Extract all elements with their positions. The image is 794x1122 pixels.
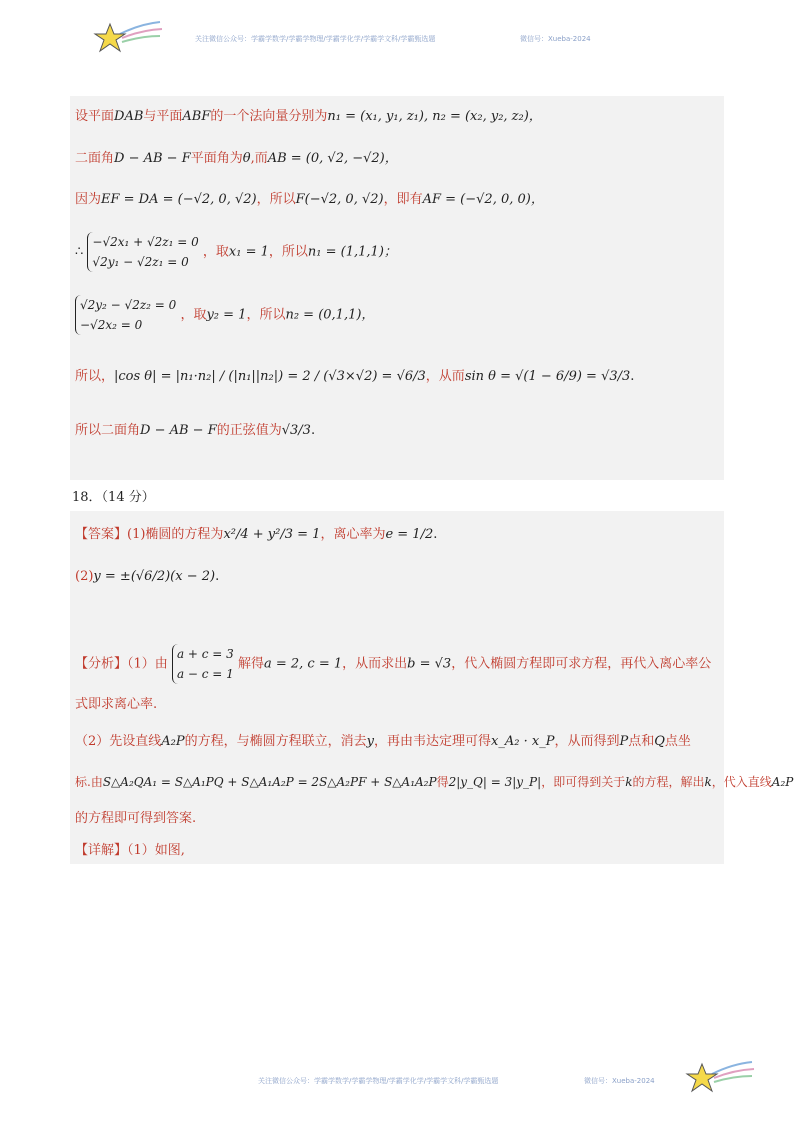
star-logo-icon bbox=[92, 18, 164, 58]
panel1-line-7: 所以二面角D − AB − F的正弦值为√3/3. bbox=[75, 423, 316, 438]
header-wechat-id: 微信号：Xueba-2024 bbox=[520, 35, 591, 43]
equation-system-2: √2y₂ − √2z₂ = 0 −√2x₂ = 0 bbox=[75, 295, 176, 335]
panel1-line-1: 设平面DAB与平面ABF的一个法向量分别为n₁ = (x₁, y₁, z₁), n₂ = (x₂, y₂, z₂)， bbox=[75, 109, 542, 124]
analysis-line-1: 【分析】（1）由 a + c = 3 a − c = 1 解得a = 2, c = 1，从而求出b = √3，代入椭圆方程即可求方程，再代入离心率公 bbox=[75, 644, 711, 684]
question-label: 18．（14 分） bbox=[72, 490, 155, 505]
analysis-line-4: 标.由S△A₂QA₁ = S△A₁PQ + S△A₁A₂P = 2S△A₂PF + S△A₁A₂P得2|y_Q| = 3|y_P|，即可得到关于k的方程，解出k，代入直线A₂P bbox=[75, 775, 794, 789]
panel1-line-3: 因为EF = DA = (−√2, 0, √2)，所以F(−√2, 0, √2)，即有AF = (−√2, 0, 0)， bbox=[75, 192, 544, 207]
panel1-line-6: 所以，|cos θ| = |n₁·n₂| / (|n₁||n₂|) = 2 / (√3×√2) = √6/3，从而sin θ = √(1 − 6/9) = √3/3. bbox=[75, 369, 635, 384]
panel1-line-4: ∴ −√2x₁ + √2z₁ = 0 √2y₁ − √2z₁ = 0 ，取x₁ = 1，所以n₁ = (1,1,1)； bbox=[75, 232, 397, 272]
panel1-line-5: √2y₂ − √2z₂ = 0 −√2x₂ = 0 ，取y₂ = 1，所以n₂ = (0,1,1)， bbox=[75, 295, 374, 335]
header-text: 关注微信公众号：学霸学数学/学霸学物理/学霸学化学/学霸学文科/学霸甄选题 bbox=[195, 35, 436, 43]
analysis-line-2: 式即求离心率. bbox=[75, 697, 158, 712]
equation-system-3: a + c = 3 a − c = 1 bbox=[172, 644, 234, 684]
star-logo-icon bbox=[684, 1058, 756, 1098]
analysis-line-5: 的方程即可得到答案. bbox=[75, 811, 197, 826]
footer-text: 关注微信公众号：学霸学数学/学霸学物理/学霸学化学/学霸学文科/学霸甄选题 bbox=[258, 1077, 499, 1085]
footer-wechat-id: 微信号：Xueba-2024 bbox=[584, 1077, 655, 1085]
detail-line-1: 【详解】（1）如图, bbox=[75, 843, 185, 858]
answer-line-1: 【答案】(1)椭圆的方程为x²/4 + y²/3 = 1，离心率为e = 1/2. bbox=[75, 527, 438, 542]
equation-system-1: −√2x₁ + √2z₁ = 0 √2y₁ − √2z₁ = 0 bbox=[87, 232, 198, 272]
analysis-line-3: （2）先设直线A₂P的方程，与椭圆方程联立，消去y，再由韦达定理可得x_A₂ · x_P，从而得到P点和Q点坐 bbox=[75, 734, 691, 749]
answer-line-2: (2)y = ±(√6/2)(x − 2). bbox=[75, 569, 220, 584]
panel1-line-2: 二面角D − AB − F平面角为θ,而AB = (0, √2, −√2)， bbox=[75, 151, 398, 166]
